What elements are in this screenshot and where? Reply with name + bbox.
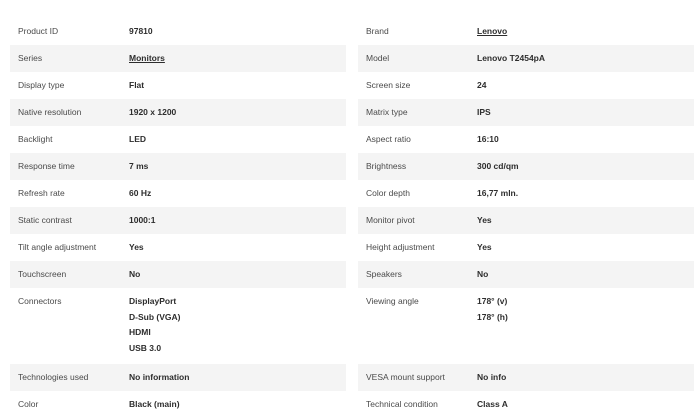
spec-label: Brand: [366, 26, 389, 36]
spec-value: 60 Hz: [129, 188, 152, 198]
spec-value: 97810: [129, 26, 153, 36]
spec-value: Yes: [477, 215, 492, 225]
spec-value: Flat: [129, 80, 145, 90]
spec-label: Matrix type: [366, 107, 408, 117]
spec-row-connectors: [10, 288, 346, 364]
spec-label: Refresh rate: [18, 188, 65, 198]
spec-value: No: [477, 269, 489, 279]
spec-row-tilt-angle: [10, 234, 346, 261]
spec-label: Brightness: [366, 161, 407, 171]
spec-row-screen-size: [358, 72, 694, 99]
spec-row-viewing-angle: [358, 288, 694, 364]
spec-value: 300 cd/qm: [477, 161, 519, 171]
spec-label: Tilt angle adjustment: [18, 242, 97, 252]
spec-row-color: [10, 391, 346, 418]
viewing-angle-item: 178° (v): [477, 296, 508, 306]
spec-value: [129, 53, 346, 64]
spec-row-model: [358, 45, 694, 72]
spec-label: Response time: [18, 161, 75, 171]
spec-row-speakers: [358, 261, 694, 288]
spec-row-response-time: [10, 153, 346, 180]
spec-row-aspect-ratio: [358, 126, 694, 153]
spec-row-technical-condition: [358, 391, 694, 418]
spec-value: Yes: [129, 242, 144, 252]
spec-row-technologies: [10, 364, 346, 391]
spec-row-product-id: [10, 18, 346, 45]
spec-row-series: [10, 45, 346, 72]
spec-label: Touchscreen: [18, 269, 67, 279]
spec-value: 24: [477, 80, 487, 90]
specs-table-left: [10, 18, 346, 418]
connector-item: USB 3.0: [129, 342, 162, 353]
spec-label: Backlight: [18, 134, 53, 144]
spec-value: Lenovo T2454pA: [477, 53, 546, 63]
spec-value: No: [129, 269, 141, 279]
spec-row-matrix-type: [358, 99, 694, 126]
connector-item: HDMI: [129, 327, 151, 337]
spec-value-list: [129, 296, 346, 356]
spec-label: Model: [366, 53, 390, 63]
spec-value: Class A: [477, 399, 508, 409]
spec-value: No information: [129, 372, 190, 382]
viewing-angle-item: 178° (h): [477, 311, 508, 322]
spec-value: Black (main): [129, 399, 180, 409]
spec-row-brand: [358, 18, 694, 45]
spec-value: Yes: [477, 242, 492, 252]
spec-label: Aspect ratio: [366, 134, 411, 144]
spec-row-color-depth: [358, 180, 694, 207]
spec-value: 16:10: [477, 134, 499, 144]
spec-label: Static contrast: [18, 215, 72, 225]
spec-row-static-contrast: [10, 207, 346, 234]
spec-value: 7 ms: [129, 161, 149, 171]
spec-value-list: [477, 296, 694, 325]
spec-label: Color depth: [366, 188, 410, 198]
spec-label: Height adjustment: [366, 242, 435, 252]
spec-label: Series: [18, 53, 43, 63]
connector-item: DisplayPort: [129, 296, 177, 306]
spec-value: [477, 26, 694, 37]
spec-label: Color: [18, 399, 39, 409]
brand-link[interactable]: Lenovo: [477, 26, 508, 36]
spec-label: Technologies used: [18, 372, 89, 382]
spec-label: Native resolution: [18, 107, 82, 117]
spec-label: Product ID: [18, 26, 59, 36]
spec-value: No info: [477, 372, 507, 382]
spec-label: Screen size: [366, 80, 411, 90]
spec-row-refresh-rate: [10, 180, 346, 207]
specs-table-right: [358, 18, 694, 418]
spec-row-vesa: [358, 364, 694, 391]
spec-row-monitor-pivot: [358, 207, 694, 234]
connector-item: D-Sub (VGA): [129, 311, 181, 322]
spec-label: Monitor pivot: [366, 215, 415, 225]
spec-row-brightness: [358, 153, 694, 180]
spec-row-backlight: [10, 126, 346, 153]
spec-label: Technical condition: [366, 399, 438, 409]
spec-value: 1000:1: [129, 215, 156, 225]
spec-row-height-adjustment: [358, 234, 694, 261]
spec-label: Speakers: [366, 269, 402, 279]
spec-value: LED: [129, 134, 146, 144]
spec-row-native-resolution: [10, 99, 346, 126]
spec-value: 16,77 mln.: [477, 188, 519, 198]
spec-row-touchscreen: [10, 261, 346, 288]
spec-label: Display type: [18, 80, 65, 90]
spec-label: Connectors: [18, 296, 62, 306]
spec-label: Viewing angle: [366, 296, 419, 306]
spec-label: VESA mount support: [366, 372, 445, 382]
spec-value: IPS: [477, 107, 491, 117]
series-link[interactable]: Monitors: [129, 53, 165, 63]
spec-row-display-type: [10, 72, 346, 99]
spec-value: 1920 x 1200: [129, 107, 177, 117]
